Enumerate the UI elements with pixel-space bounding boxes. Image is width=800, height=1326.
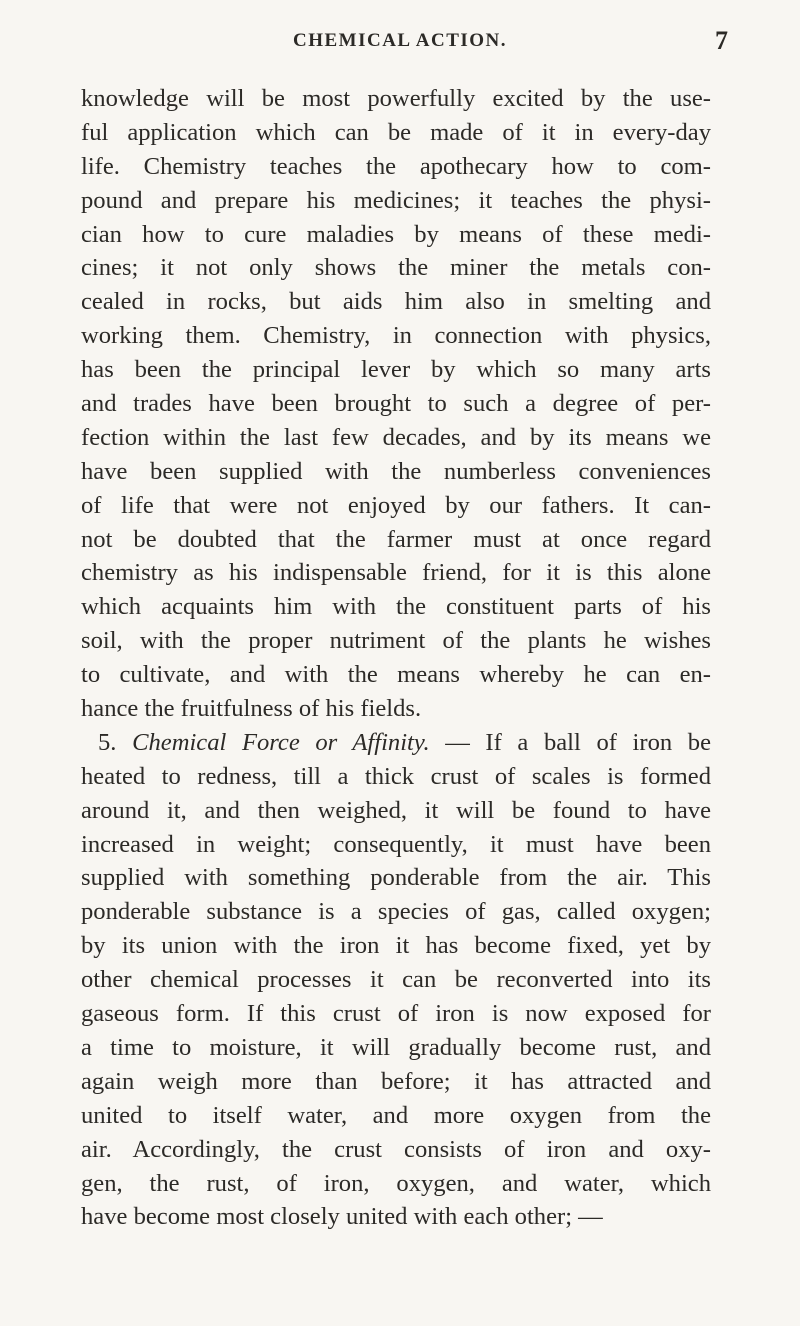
text-line: by its union with the iron it has become fixed, yet by xyxy=(81,932,711,960)
text-line: to cultivate, and with the means whereby he can en- xyxy=(81,661,711,689)
text-line: cines; it not only shows the miner the metals con- xyxy=(81,254,711,282)
text-line: gen, the rust, of iron, oxygen, and water, which xyxy=(81,1169,711,1197)
text-line: other chemical processes it can be reconverted into its xyxy=(81,966,711,994)
text-line: has been the principal lever by which so many arts xyxy=(81,356,711,384)
text-line: ful application which can be made of it in every-day xyxy=(81,118,711,146)
body-text xyxy=(81,82,711,1234)
paragraph-1 xyxy=(81,82,711,726)
text-line: have been supplied with the numberless conveniences xyxy=(81,457,711,485)
text-line: united to itself water, and more oxygen from the xyxy=(81,1101,711,1129)
text-line: hance the fruitfulness of his fields. xyxy=(81,695,422,723)
text-line: knowledge will be most powerfully excited by the use- xyxy=(81,85,711,112)
text-line: not be doubted that the farmer must at once regard xyxy=(81,525,711,553)
text-line: heated to redness, till a thick crust of scales is formed xyxy=(81,762,711,790)
text-line: and trades have been brought to such a degree of per- xyxy=(81,390,711,418)
text-line: pound and prepare his medicines; it teaches the physi- xyxy=(81,186,711,214)
text-line: ponderable substance is a species of gas, called oxygen; xyxy=(81,898,711,926)
text-line: gaseous form. If this crust of iron is now exposed for xyxy=(81,1000,711,1028)
text-line: have become most closely united with each other; — xyxy=(81,1203,603,1231)
page-number: 7 xyxy=(715,26,728,55)
section-title: Chemical Force or Affinity. xyxy=(132,728,430,756)
section-heading-line xyxy=(81,726,711,760)
text-line: a time to moisture, it will gradually become rust, and xyxy=(81,1033,711,1061)
text-line: which acquaints him with the constituent parts of his xyxy=(81,593,711,621)
text-line: of life that were not enjoyed by our fathers. It can- xyxy=(81,491,711,519)
text-line: increased in weight; consequently, it must have been xyxy=(81,830,711,858)
text-line: working them. Chemistry, in connection with physics, xyxy=(81,322,711,350)
section-first-line: — If a ball of iron be xyxy=(429,728,711,756)
text-line: cian how to cure maladies by means of these medi- xyxy=(81,220,711,248)
text-line: life. Chemistry teaches the apothecary how to com- xyxy=(81,152,711,180)
text-line: cealed in rocks, but aids him also in smelting and xyxy=(81,288,711,316)
section-5 xyxy=(81,726,711,1234)
text-line: air. Accordingly, the crust consists of iron and oxy- xyxy=(81,1135,711,1163)
text-line: around it, and then weighed, it will be found to have xyxy=(81,796,711,824)
text-line: again weigh more than before; it has attracted and xyxy=(81,1067,711,1095)
section-number: 5. xyxy=(98,728,117,756)
text-line: chemistry as his indispensable friend, for it is this alone xyxy=(81,559,711,587)
text-line: supplied with something ponderable from the air. This xyxy=(81,864,711,892)
running-title: CHEMICAL ACTION. xyxy=(292,30,508,51)
text-line: soil, with the proper nutriment of the plants he wishes xyxy=(81,627,711,655)
text-line: fection within the last few decades, and by its means we xyxy=(81,423,711,451)
